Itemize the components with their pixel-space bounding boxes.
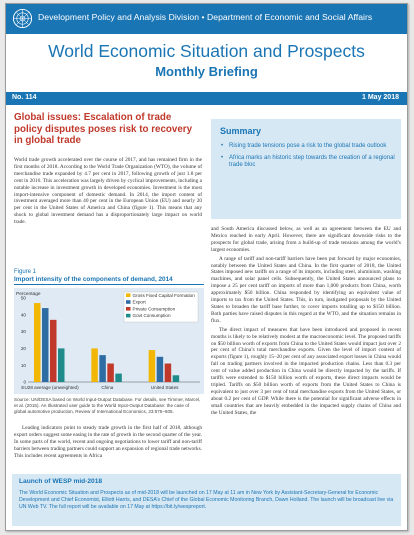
body-paragraph: The direct impact of measures that have been introduced and proposed in recent months is likely to be relatively modest at the macroeconomic level. The proposed tariffs on $50 billion worth of exports from China to the United States would impact just over 2 per cent of China’s total merchandise exports. Given the level of import content of exports (figure 1), roughly 15–20 per cent of any associated export losses in China would fall on trading partners involved in the impacted production chains. Less than 0.3 per cent of value added production in China would be directly impacted by the tariffs. If tariffs were extended to $150 billion worth of exports, these direct impacts would be tripled. Tariffs on $50 billion worth of exports from the United States to China is equivalent to just over 3 per cent of total merchandise exports from the United States, or about 0.2 per cent of GDP. While there is the potential for significant adverse effects in small countries that are heavily embedded in the impacted supply chains of China and the United States, the [211,326,401,416]
bar [157,357,164,382]
legend-entry: Export [132,299,146,305]
bar-chart [14,288,204,394]
y-tick-label: 50 [20,295,26,301]
y-tick-label: 10 [20,362,26,368]
summary-box [211,119,401,219]
x-tick-label: EU28 average (unweighted) [21,385,79,390]
launch-heading: Launch of WESP mid-2018 [19,478,103,485]
bar [115,374,122,382]
bar [165,364,172,382]
y-tick-label: 40 [20,312,26,318]
legend-swatch [126,300,131,304]
legend-entry: Private Consumption [132,306,176,312]
issue-date: 1 May 2018 [362,94,399,101]
x-tick-label: China [101,385,114,390]
briefing-page [5,3,408,531]
y-tick-label: 30 [20,329,26,335]
article-headline: Global issues: Escalation of trade policy disputes poses risk to recovery in global trade [14,112,193,146]
launch-text: The World Economic Situation and Prospects as of mid-2018 will be launched on 17 May at 11 am in New York by Assistant-Secretary-General for Economic Development and Chief Economist, Elliott Harris, and DESA’s Chief of the Global Economic Monitoring Branch, Dawn Holland. The launch will be broadcast live via UN Web TV. The full report will be available on 17 May at https://bit.ly/wespreport. [19,490,394,510]
legend-entry: Govt Consumption [132,313,171,319]
figure-source: Source: UN/DESA based on World Input-Output Database. For details, see Timmer, Marcel, et al. (2015). An Illustrated user guide to the World Input-Output Database: the case of global automotive production, Review of International Economics, 23:575–605. [14,397,201,414]
bar [149,350,156,382]
bar [42,308,49,382]
y-axis-label: Percentage [16,292,41,297]
bar [58,348,65,382]
summary-list [221,143,395,174]
x-tick-label: United States [150,385,179,390]
lead-paragraph: World trade growth accelerated over the course of 2017, and has remained firm in the first months of 2018. According to the World Trade Organization (WTO), the volume of merchandise trade expanded by 4.7 per cent in 2017, following growth of just 1.8 per cent in 2016. This acceleration was largely driven by cyclical improvements, including a notable increase in investment growth in developed economies. Investment is the most import-intensive component of domestic demand. In 2014, the import content of investment averaged more than 40 per cent in the European Union (EU) and nearly 20 per cent in the United States of America and China (figure 1). This means that any shock to global investment demand has a disproportionately large impact on world trade. [14,157,202,226]
figure-label: Figure 1 [14,269,37,275]
bar [34,303,41,382]
launch-box [12,474,401,526]
header-bar [6,4,407,34]
y-tick-label: 20 [20,346,26,351]
bar [91,348,98,382]
organization-name: Development Policy and Analysis Division • Department of Economic and Social Affairs [38,12,373,22]
body-paragraph: Leading indicators point to steady trade growth in the first half of 2018, although export orders suggest some easing in the rate of growth in the second quarter of the year. In some parts of the world, recent and ongoing negotiations to lower tariff and non-tariff barriers between trading partners could support an expansion of regional trade networks. This includes recent agreements in Africa [14,425,202,459]
summary-heading: Summary [220,126,262,136]
figure-chart [14,288,204,394]
right-column-text [211,226,401,418]
y-tick-label: 0 [23,379,26,385]
issue-number: No. 114 [12,94,37,101]
body-paragraph: A range of tariff and non-tariff barriers have been put forward by major economies, notably between the United States and China. In the first quarter of 2018, the United States imposed new tariffs on a range of its imports, including steel, aluminium, washing machines, and solar panel cells. Subsequently, the United States announced plans to impose a 25 per cent tariff on imports of more than 1,000 products from China, worth approximately $50 billion. China responded by identifying an equivalent value of imports to tax from the United States. This, in turn, instigated proposals by the United States to broaden the tariff base further, to cover imports totalling up to $150 billion. Both parties have raised disputes in this regard at the WTO, and the situation remains in flux. [211,255,401,324]
body-paragraph: and South America discussed below, as well as an agreement between the EU and Mexico reached in early April. However, there are significant downside risks to the prospects for global trade, arising from a build-up of trade tensions among the world’s largest economies. [211,226,401,253]
issue-bar [6,92,407,105]
publication-subtitle: Monthly Briefing [155,64,258,79]
legend-entry: Gross Fixed Capital Formation [132,292,195,298]
bar [173,375,180,382]
bar [107,364,114,382]
publication-title: World Economic Situation and Prospects [48,41,365,61]
un-emblem-icon [12,8,33,29]
summary-bullet: • Rising trade tensions pose a risk to the global trade outlook [221,143,395,151]
legend-swatch [126,307,131,311]
bar [50,320,57,382]
summary-bullet: • Africa marks an historic step towards the creation of a regional trade bloc [221,155,395,170]
legend-swatch [126,314,131,318]
legend-swatch [126,293,131,297]
bar [99,355,106,382]
figure-title: Import intensity of the components of demand, 2014 [14,276,204,285]
